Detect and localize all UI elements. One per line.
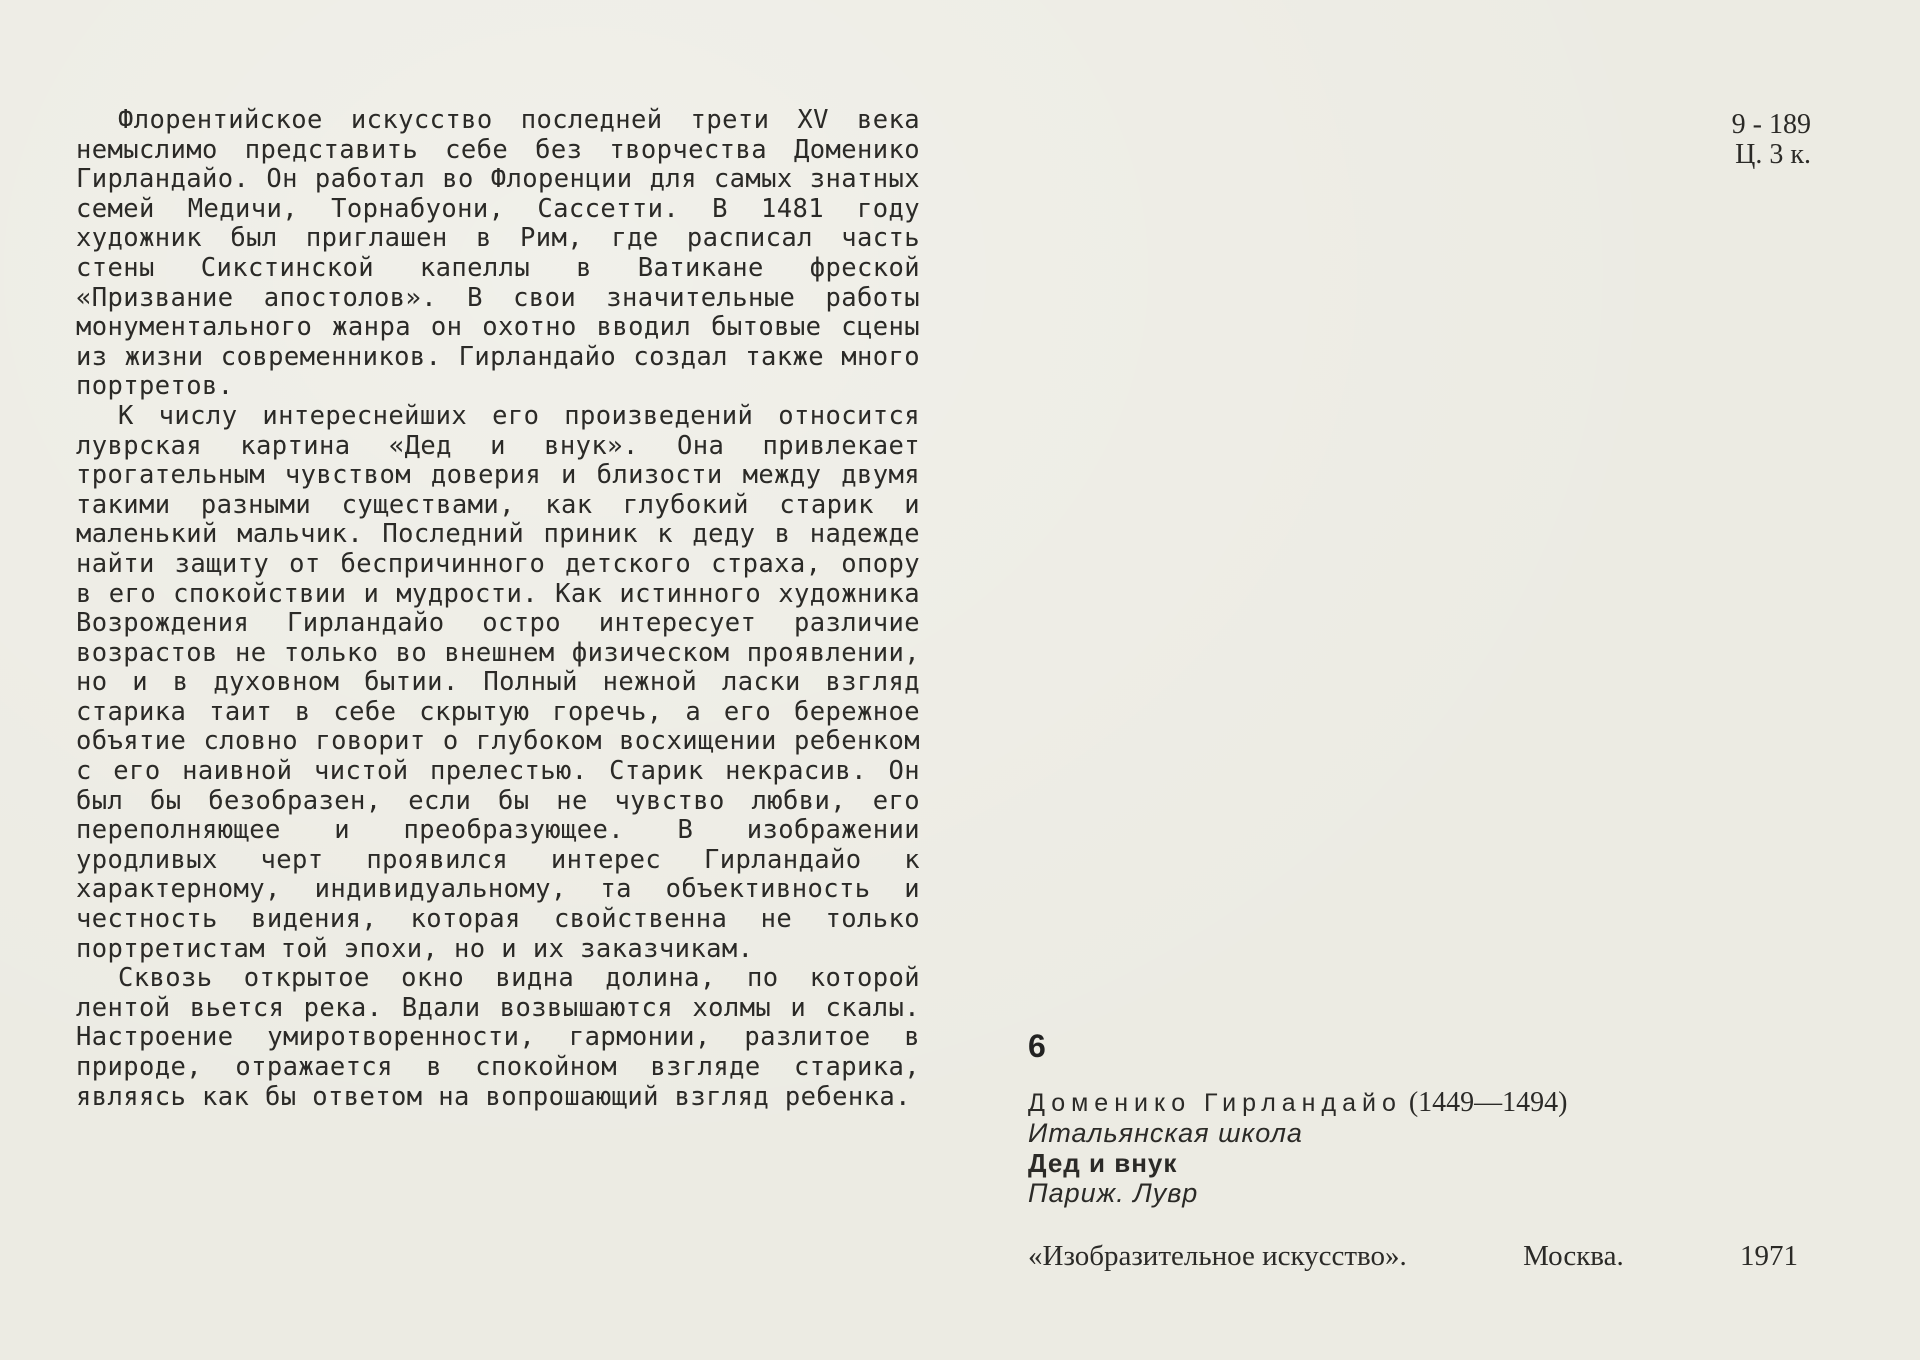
publisher-line xyxy=(1028,1240,1798,1273)
price: Ц. 3 к. xyxy=(1735,139,1811,170)
art-school: Итальянская школа xyxy=(1028,1118,1303,1148)
publisher-year: 1971 xyxy=(1740,1240,1798,1272)
description-text xyxy=(76,106,920,1112)
paragraph-intro: Флорентийское искусство последней трети XV века немыслимо представить себе без творчества Доменико Гирландайо. Он работал во Флоренции для самых знатных семей Медичи, Торнабуони, Сассетти. В 1481 году художник был приглашен в Рим, где расписал часть стены Сикстинской капеллы в Ватикане фреской «Призвание апостолов». В свои значительные работы монументального жанра он охотно вводил бытовые сцены из жизни современников. Гирландайо создал также много портретов. xyxy=(76,105,920,402)
catalog-code: 9 - 189 xyxy=(1731,109,1811,140)
artwork-credits xyxy=(1028,1088,1568,1208)
paragraph-landscape: Сквозь открытое окно видна долина, по которой лентой вьется река. Вдали возвышаются холмы и скалы. Настроение умиротворенности, гармонии, разлитое в природе, отражается в спокойном взгляде старика, являясь как бы ответом на вопрошающий взгляд ребенка. xyxy=(76,963,920,1112)
artwork-location: Париж. Лувр xyxy=(1028,1178,1199,1208)
publisher-city: Москва. xyxy=(1523,1240,1624,1272)
publisher-name: «Изобразительное искусство». xyxy=(1028,1240,1407,1272)
artist-dates: (1449—1494) xyxy=(1408,1087,1568,1118)
paragraph-painting: К числу интереснейших его произведений относится луврская картина «Дед и внук». Она привлекает трогательным чувством доверия и близости между двумя такими разными существами, как глубокий старик и маленький мальчик. Последний приник к деду в надежде найти защиту от беспричинного детского страха, опору в его спокойствии и мудрости. Как истинного художника Возрождения Гирландайо остро интересует различие возрастов не только во внешнем физическом проявлении, но и в духовном бытии. Полный нежной ласки взгляд старика таит в себе скрытую горечь, а его бережное объятие словно говорит о глубоком восхищении ребенком с его наивной чистой прелестью. Старик некрасив. Он был бы безобразен, если бы не чувство любви, его переполняющее и преобразующее. В изображении уродливых черт проявился интерес Гирландайо к характерному, индивидуальному, та объективность и честность видения, которая свойственна не только портретистам той эпохи, но и их заказчикам. xyxy=(76,400,920,964)
artwork-title: Дед и внук xyxy=(1028,1148,1178,1178)
plate-number: 6 xyxy=(1028,1028,1046,1064)
catalog-info xyxy=(1732,110,1811,170)
artist-line xyxy=(1028,1088,1568,1118)
artist-name: Доменико Гирландайо xyxy=(1028,1089,1402,1117)
